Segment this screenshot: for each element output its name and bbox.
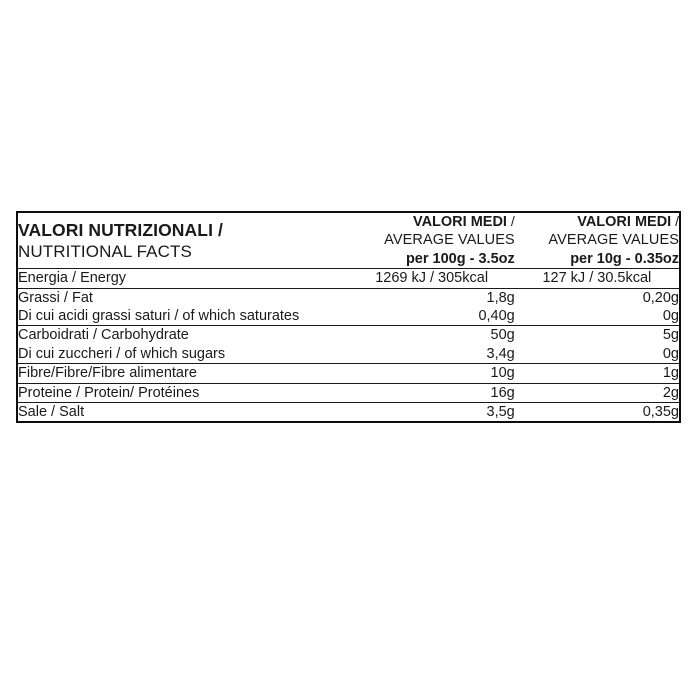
nutrient-value-per-100g	[349, 326, 515, 364]
header-col2-valori-medi: VALORI MEDI	[577, 214, 672, 230]
header-col2-serving: per 10g - 0.35oz	[570, 250, 679, 267]
nutrition-facts-table	[18, 213, 679, 421]
header-title-english: NUTRITIONAL FACTS	[18, 242, 192, 262]
nutrient-value-per-10g	[515, 383, 679, 402]
nutrient-value-per-10g-line: 0,35g	[642, 404, 679, 421]
nutrient-value-per-100g-line: 1269 kJ / 305kcal	[375, 270, 489, 287]
header-col1-slash: /	[506, 213, 515, 229]
table-row	[18, 269, 679, 288]
table-header-row	[18, 213, 679, 269]
nutrient-value-per-100g	[349, 364, 515, 383]
nutrient-label-line: Sale / Salt	[18, 404, 85, 421]
nutrient-value-per-10g-line: 0g	[662, 308, 679, 325]
nutrient-label-line: Fibre/Fibre/Fibre alimentare	[18, 365, 197, 382]
nutrient-value-per-10g	[515, 288, 679, 326]
nutrient-label-line: Energia / Energy	[18, 270, 127, 287]
nutrient-value-per-10g	[515, 326, 679, 364]
nutrient-value-per-10g-line: 1g	[662, 365, 679, 382]
nutrient-value-per-10g-line: 0g	[662, 345, 679, 362]
nutrient-label	[18, 288, 349, 326]
nutrient-label-line: Grassi / Fat	[18, 289, 93, 306]
nutrient-label	[18, 383, 349, 402]
table-body	[18, 213, 679, 421]
table-row	[18, 403, 679, 422]
table-row	[18, 326, 679, 364]
nutrient-label	[18, 364, 349, 383]
nutrient-label-line: Proteine / Protein/ Protéines	[18, 384, 200, 401]
header-title-italian: VALORI NUTRIZIONALI /	[18, 219, 223, 240]
nutrient-value-per-100g	[349, 269, 515, 288]
nutrient-label	[18, 326, 349, 364]
nutrient-label-line: Di cui zuccheri / of which sugars	[18, 345, 226, 362]
nutrient-value-per-10g	[515, 403, 679, 422]
table-row	[18, 288, 679, 326]
header-title-cell	[18, 213, 349, 269]
nutrient-label-line: Carboidrati / Carbohydrate	[18, 327, 189, 344]
table-row	[18, 364, 679, 383]
header-col-per-10g	[515, 213, 679, 269]
nutrient-value-per-100g	[349, 403, 515, 422]
nutrient-value-per-100g-line: 3,5g	[486, 404, 515, 421]
nutrient-value-per-100g	[349, 383, 515, 402]
nutrient-value-per-10g-line: 5g	[662, 327, 679, 344]
nutrient-value-per-100g-line: 0,40g	[478, 308, 515, 325]
nutrition-facts-panel	[16, 211, 681, 423]
nutrient-value-per-100g-line: 16g	[490, 384, 515, 401]
header-col2-slash: /	[671, 213, 679, 229]
nutrient-value-per-10g	[515, 269, 679, 288]
header-col1-valori-medi: VALORI MEDI	[412, 214, 507, 230]
nutrient-label-line: Di cui acidi grassi saturi / of which saturates	[18, 308, 300, 325]
nutrient-value-per-10g-line: 2g	[662, 384, 679, 401]
nutrient-value-per-100g-line: 3,4g	[486, 345, 515, 362]
header-col1-line1	[349, 213, 515, 231]
nutrient-value-per-10g-line: 127 kJ / 30.5kcal	[542, 270, 652, 287]
table-row	[18, 383, 679, 402]
nutrient-label	[18, 269, 349, 288]
nutrient-value-per-100g-line: 10g	[490, 365, 515, 382]
nutrient-value-per-10g-line: 0,20g	[642, 289, 679, 306]
nutrient-value-per-100g	[349, 288, 515, 326]
nutrient-value-per-10g	[515, 364, 679, 383]
nutrient-label	[18, 403, 349, 422]
header-col2-line1	[515, 213, 679, 231]
header-col1-serving: per 100g - 3.5oz	[405, 250, 515, 267]
nutrient-value-per-100g-line: 1,8g	[486, 289, 515, 306]
nutrient-value-per-100g-line: 50g	[490, 327, 515, 344]
header-col1-average-values: AVERAGE VALUES	[384, 232, 515, 249]
header-col-per-100g	[349, 213, 515, 269]
header-col2-average-values: AVERAGE VALUES	[548, 232, 679, 249]
